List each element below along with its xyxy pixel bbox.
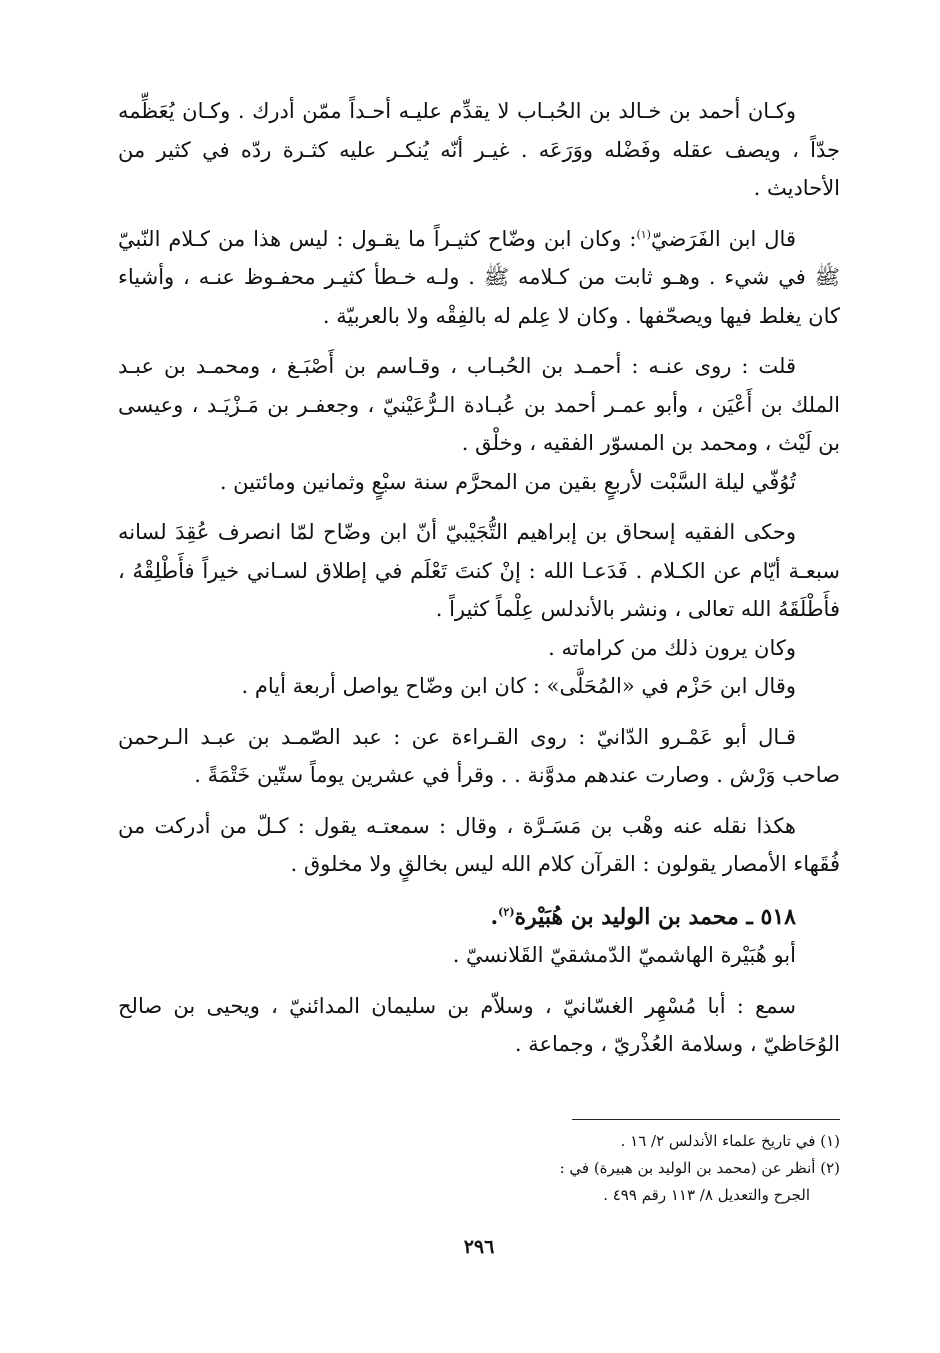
book-page [118,92,840,1312]
footnote-divider [572,1119,840,1120]
footnote-1-number: (١) [820,1132,840,1150]
entry-heading-text: ٥١٨ ـ محمد بن الوليد بن هُبَيْرة [514,903,796,930]
paragraph-ahmad-ibn-khalid: وكـان أحمد بن خـالد بن الحُبـاب لا يقدِّم عليـه أحـداً ممّن أدرك . وكـان يُعَظِّمه جدّاً ، ويصف عقله وفَضْله ووَرَعَه . غيـر أنّه يُنكـر عليه كثـرة ردّه في كثير من الأحاديث . [118,99,840,200]
footnote-2-text: أنظر عن (محمد بن الوليد بن هبيرة) في : [559,1159,816,1177]
footnotes [118,1128,840,1209]
paragraph-death: تُوُفّي ليلة السَّبْت لأربعٍ بقين من المحرَّم سنة سبْعٍ وثمانين ومائتين . [219,469,796,494]
footnote-1-text: في تاريخ علماء الأندلس ٢/ ١٦ . [620,1132,816,1150]
page-number: ٢٩٦ [463,1236,495,1258]
paragraph-teachers: سمع : أبا مُسْهِر الغسّانيّ ، وسلاّم بن سليمان المدائنيّ ، ويحيى بن صالح الوُحَاظيّ ، وسلامة العُذْريّ ، وجماعة . [118,993,840,1056]
paragraph-wahb-ibn-masarra: هكذا نقله عنه وهْب بن مَسَـرَّة ، وقال : سمعتـه يقول : كـلّ من أدركت من فُقَهاء الأمصار يقولون : القرآن كلام الله ليس بخالقٍ ولا مخلوق . [118,813,840,876]
paragraph-ibn-faradi [118,220,840,336]
paragraph-narrators: قلت : روى عنـه : أحمـد بن الحُبـاب ، وقـاسم بن أَصْبَـغ ، ومحمـد بن عبـد الملك بن أَعْيَن ، وأبو عمـر أحمد بن عُبـادة الـرُّعَيْنيّ ، وجعفـر بن مَـزْيَـد ، وعيسى بن لَيْث ، ومحمد بن المسوّر الفقيه ، وخلْق . [118,354,840,455]
paragraph-ishaq-story: وحكى الفقيه إسحاق بن إبراهيم التُّجَيْبيّ أنّ ابن وضّاح لمّا انصرف عُقِدَ لسانه سبعـة أيّام عن الكـلام . فَدَعـا الله : إنْ كنتَ تَعْلَم في إطلاق لسـاني خيراً فأَطْلِقْهُ ، فأَطْلَقَهُ الله تعالى ، ونشر بالأندلس عِلْماً كثيراً . [118,520,840,621]
entry-heading [118,898,840,937]
ibn-faradi-intro: قال ابن الفَرَضيّ [650,226,796,251]
entry-kunya: أبو هُبَيْرة الهاشميّ الدّمشقيّ القَلانسيّ . [452,943,796,967]
ibn-faradi-text: وكان ابن وضّاح كثيـراً ما يقـول : ليس هذا من كـلام النّبيّ ﷺ في شيء . وهـو ثابت من كـلامه ﷺ . ولـه خـطأ كثيـر محفـوظ عنـه ، وأشياء كان يغلط فيها ويصحّفها . وكان لا عِلم له بالفِقْه ولا بالعربيّة . [118,226,840,328]
paragraph-ibn-hazm: وقال ابن حَزْم في «المُحَلَّى» : كان ابن وضّاح يواصل أربعة أيام . [241,674,796,698]
footnote-2-number: (٢) [820,1159,840,1177]
paragraph-karamat: وكان يرون ذلك من كراماته . [548,635,796,660]
paragraph-abu-amr-dani: قـال أبو عَمْـرو الدّانيّ : روى القـراءة عن : عبد الصّمـد بن عبـد الـرحمن صاحب وَرْش . وصارت عندهم مدوَّنة . . وقرأ في عشرين يوماً ستّين خَتْمَةً . [118,724,840,787]
footnote-2-continuation: الجرح والتعديل ٨/ ١١٣ رقم ٤٩٩ . [603,1186,810,1204]
entry-heading-end: . [490,903,499,930]
footnote-ref-2: (٢) [498,905,515,919]
footnote-1 [118,1128,840,1155]
ibn-faradi-colon: : [621,226,637,251]
footnote-2 [118,1155,840,1182]
footnote-ref-1: (١) [636,227,651,241]
